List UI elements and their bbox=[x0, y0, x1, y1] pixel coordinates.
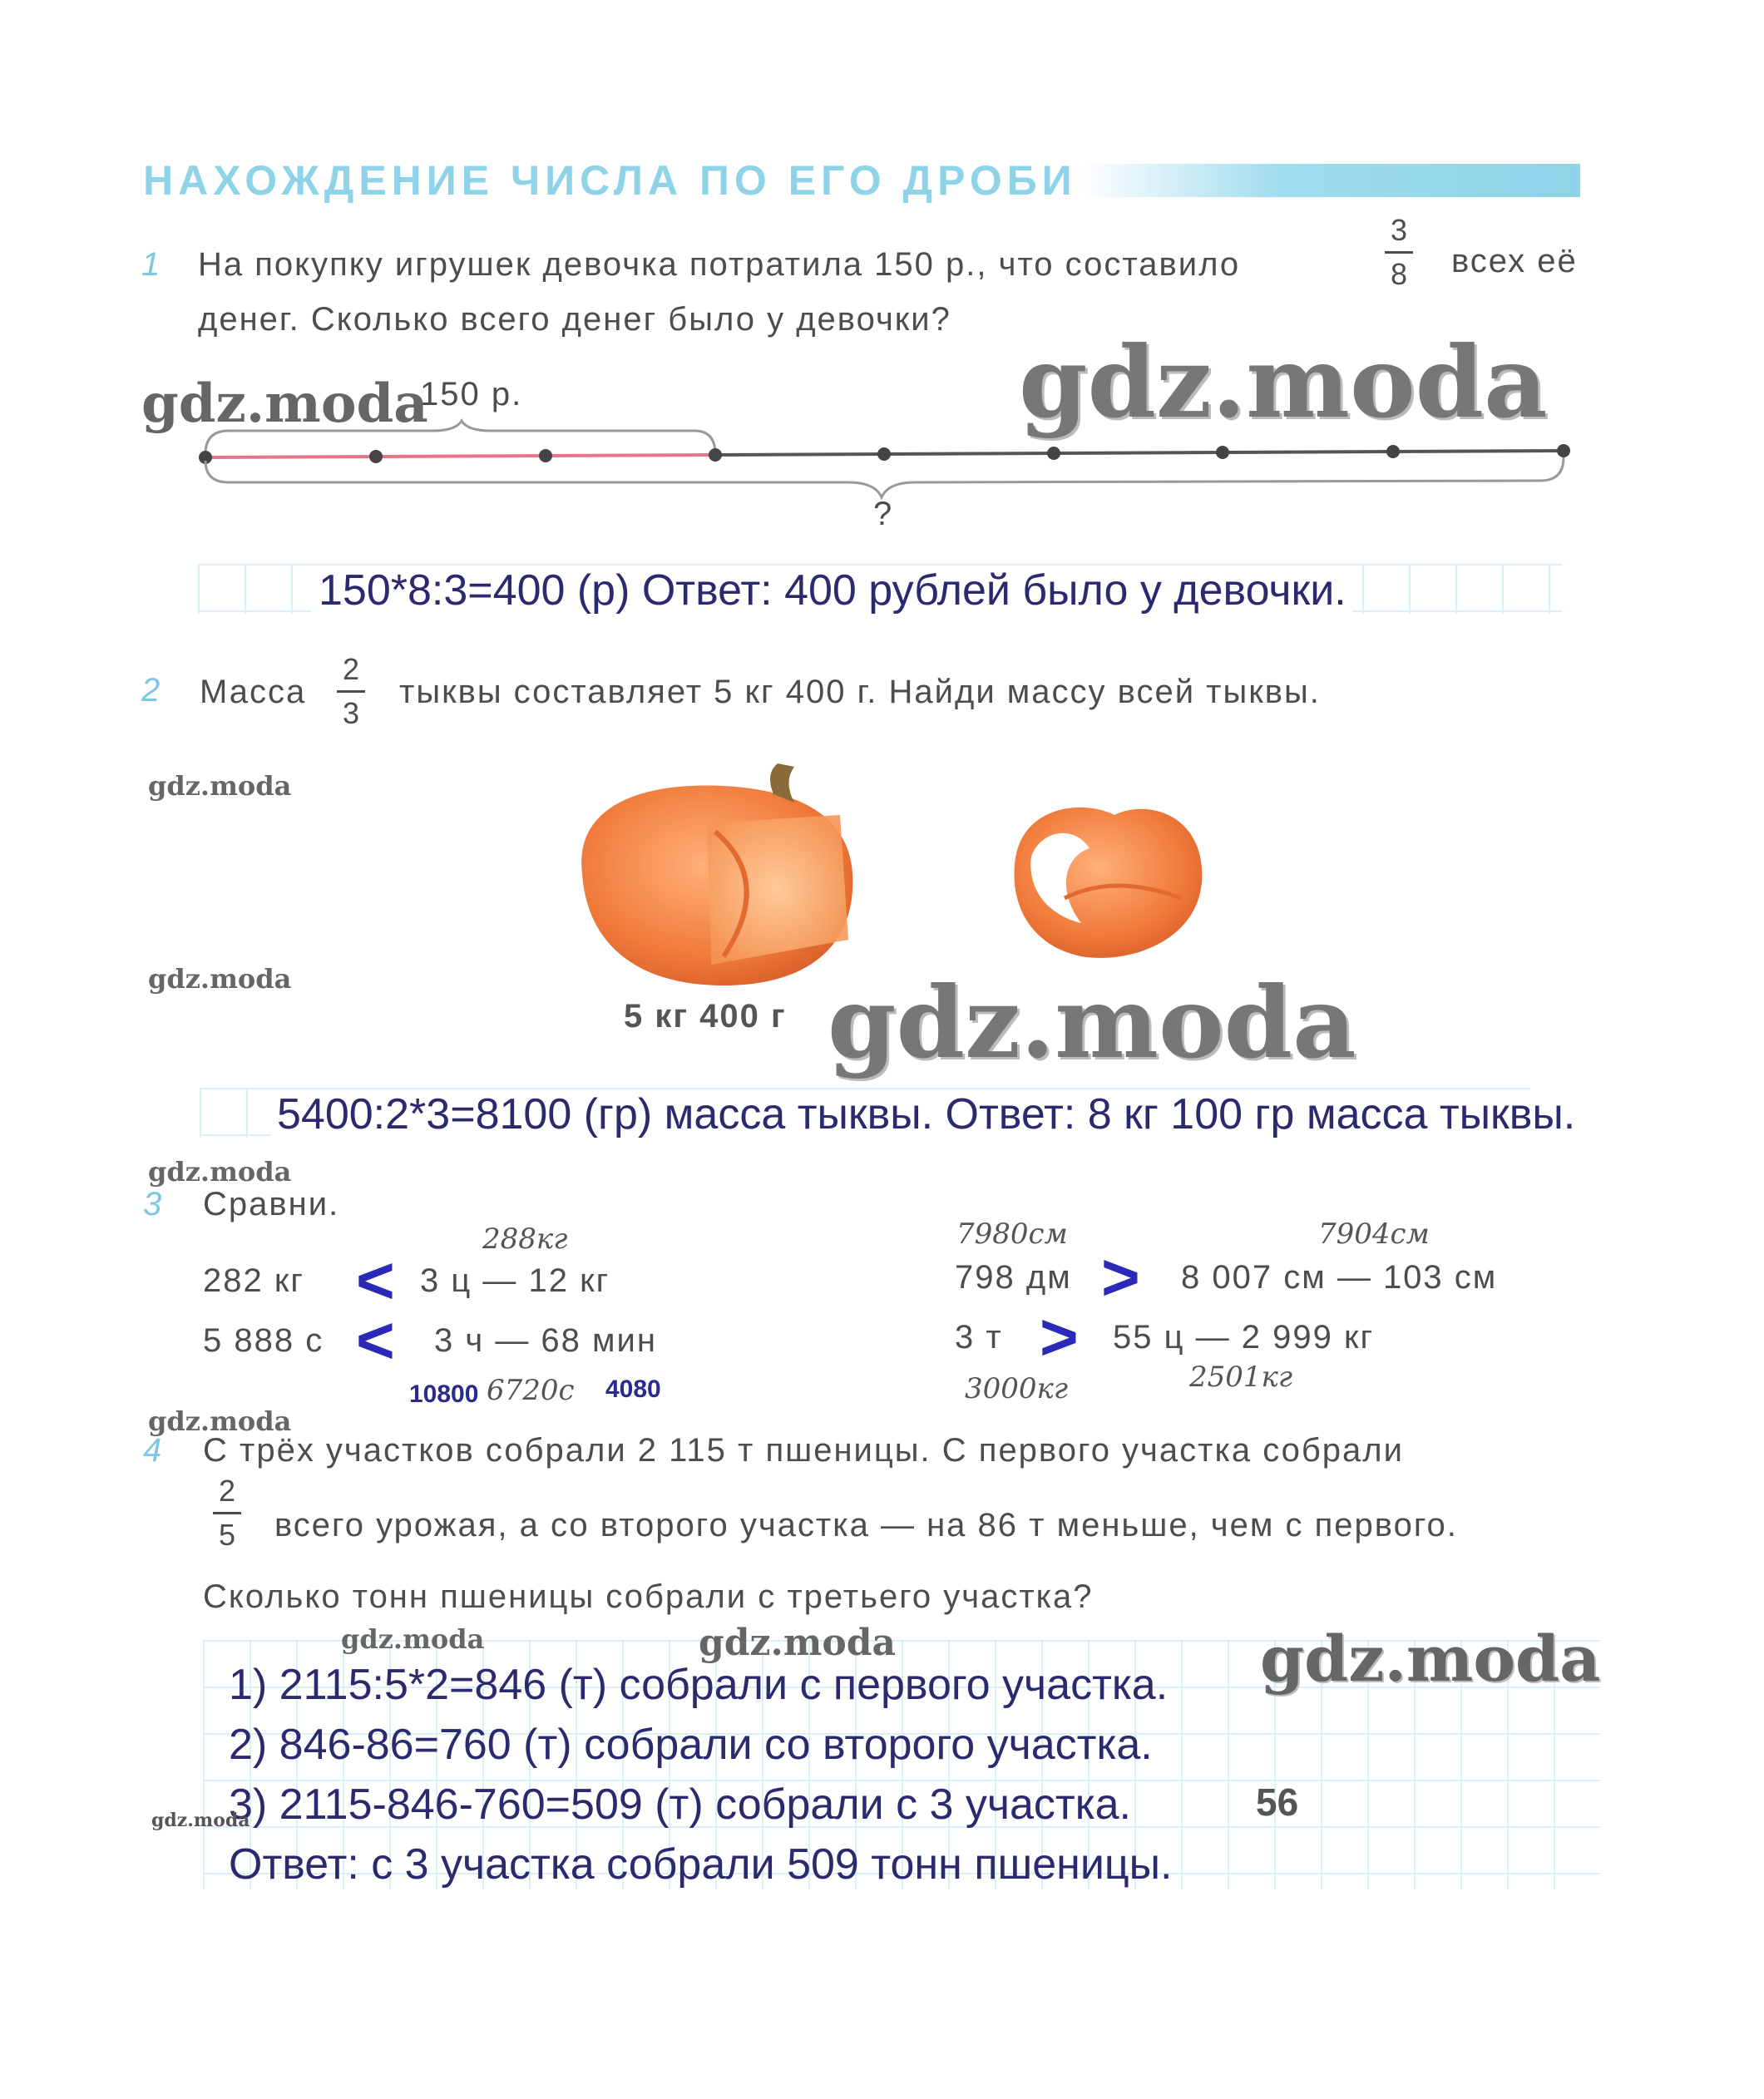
task1-fraction-numerator: 3 bbox=[1390, 213, 1408, 247]
watermark: gdz.moda bbox=[148, 770, 292, 802]
large-pumpkin bbox=[581, 763, 852, 985]
task4-text-a: С трёх участков собрали 2 115 т пшеницы. С первого участка собрали bbox=[203, 1432, 1404, 1469]
task1-text-a: На покупку игрушек девочка потратила 150 р., что составило bbox=[198, 246, 1241, 283]
pumpkin-mass-label: 5 кг 400 г bbox=[624, 998, 787, 1035]
task2-fraction-numerator: 2 bbox=[342, 652, 360, 686]
watermark: gdz.moda bbox=[148, 1405, 292, 1437]
watermark: gdz.moda bbox=[1019, 324, 1548, 440]
task2-text-b: тыквы составляет 5 кг 400 г. Найди массу всей тыквы. bbox=[399, 674, 1321, 710]
task3-row3-sign: > bbox=[1101, 1240, 1140, 1314]
task4-text-b: всего урожая, а со второго участка — на 86 т меньше, чем с первого. bbox=[274, 1507, 1458, 1543]
task3-note: 7904см bbox=[1318, 1217, 1430, 1251]
task1-number: 1 bbox=[141, 246, 161, 283]
task3-note: 7980см bbox=[956, 1217, 1068, 1251]
diagram-bottom-label: ? bbox=[873, 496, 894, 532]
task3-note: 2501кг bbox=[1189, 1361, 1293, 1394]
solution-line: 3) 2115-846-760=509 (т) собрали с 3 участка. bbox=[229, 1780, 1131, 1829]
task4-fraction-numerator: 2 bbox=[218, 1474, 236, 1508]
task1-fraction-denominator: 8 bbox=[1390, 257, 1408, 291]
task3-note: 6720с bbox=[487, 1374, 575, 1407]
task3-note: 4080 bbox=[605, 1375, 661, 1403]
task3-row4-right: 55 ц — 2 999 кг bbox=[1113, 1319, 1375, 1356]
page-number: 56 bbox=[1256, 1780, 1299, 1824]
watermark: gdz.moda bbox=[148, 1156, 292, 1188]
title-decor-bar bbox=[1081, 164, 1580, 197]
watermark: gdz.moda bbox=[341, 1623, 485, 1655]
watermark: gdz.moda bbox=[141, 373, 428, 435]
watermark: gdz.moda bbox=[151, 1810, 250, 1831]
task3-row3-left: 798 дм bbox=[955, 1259, 1072, 1296]
watermark: gdz.moda bbox=[699, 1622, 897, 1664]
page-title: НАХОЖДЕНИЕ ЧИСЛА ПО ЕГО ДРОБИ bbox=[143, 157, 1077, 204]
task2-number: 2 bbox=[141, 672, 161, 709]
task1-fraction bbox=[1385, 213, 1413, 292]
watermark: gdz.moda bbox=[828, 965, 1356, 1080]
task3-row1-left: 282 кг bbox=[203, 1262, 304, 1299]
task3-note: 288кг bbox=[482, 1222, 568, 1256]
task2-answer: 5400:2*3=8100 (гр) масса тыквы. Ответ: 8 кг 100 гр масса тыквы. bbox=[270, 1089, 1582, 1139]
solution-answer: Ответ: с 3 участка собрали 509 тонн пшеницы. bbox=[229, 1840, 1173, 1889]
solution-line: 2) 846-86=760 (т) собрали со второго участка. bbox=[229, 1721, 1153, 1769]
diagram-top-label: 150 р. bbox=[420, 376, 523, 412]
task4-fraction bbox=[213, 1474, 241, 1553]
task3-row2-left: 5 888 с bbox=[203, 1322, 324, 1359]
task4-number: 4 bbox=[143, 1432, 162, 1469]
bottom-brace bbox=[205, 457, 1564, 497]
task1-text-b: всех её bbox=[1451, 243, 1578, 279]
task2-text-a: Масса bbox=[200, 674, 307, 710]
task4-fraction-denominator: 5 bbox=[218, 1518, 236, 1552]
task4-solution bbox=[229, 1655, 1172, 1894]
watermark: gdz.moda bbox=[148, 963, 292, 995]
task4-text-c: Сколько тонн пшеницы собрали с третьего участка? bbox=[203, 1578, 1094, 1615]
task3-row4-left: 3 т bbox=[955, 1319, 1003, 1356]
task3-row2-right: 3 ч — 68 мин bbox=[434, 1322, 657, 1359]
task3-row3-right: 8 007 см — 103 см bbox=[1181, 1259, 1498, 1296]
task2-fraction-denominator: 3 bbox=[342, 696, 360, 730]
task3-row4-sign: > bbox=[1040, 1300, 1079, 1374]
red-segment bbox=[205, 455, 715, 457]
task3-note: 10800 bbox=[409, 1380, 479, 1408]
task3-number: 3 bbox=[143, 1186, 162, 1222]
fraction-bar bbox=[213, 1512, 241, 1514]
task3-row1-right: 3 ц — 12 кг bbox=[420, 1262, 610, 1299]
solution-line: 1) 2115:5*2=846 (т) собрали с первого участка. bbox=[229, 1661, 1169, 1709]
segment-points bbox=[199, 444, 1570, 464]
fraction-bar bbox=[1385, 251, 1413, 254]
grey-segment bbox=[715, 451, 1564, 455]
task3-row1-sign: < bbox=[356, 1243, 395, 1317]
task1-answer: 150*8:3=400 (р) Ответ: 400 рублей было у девочки. bbox=[312, 565, 1353, 615]
task2-fraction bbox=[337, 652, 365, 731]
pumpkin-slice bbox=[1015, 807, 1203, 958]
fraction-bar bbox=[337, 690, 365, 693]
task1-text-c: денег. Сколько всего денег было у девочки? bbox=[198, 301, 951, 338]
watermark: gdz.moda bbox=[1260, 1622, 1601, 1696]
task3-note: 3000кг bbox=[965, 1372, 1069, 1405]
task3-row2-sign: < bbox=[356, 1303, 395, 1377]
task3-title: Сравни. bbox=[203, 1186, 340, 1222]
